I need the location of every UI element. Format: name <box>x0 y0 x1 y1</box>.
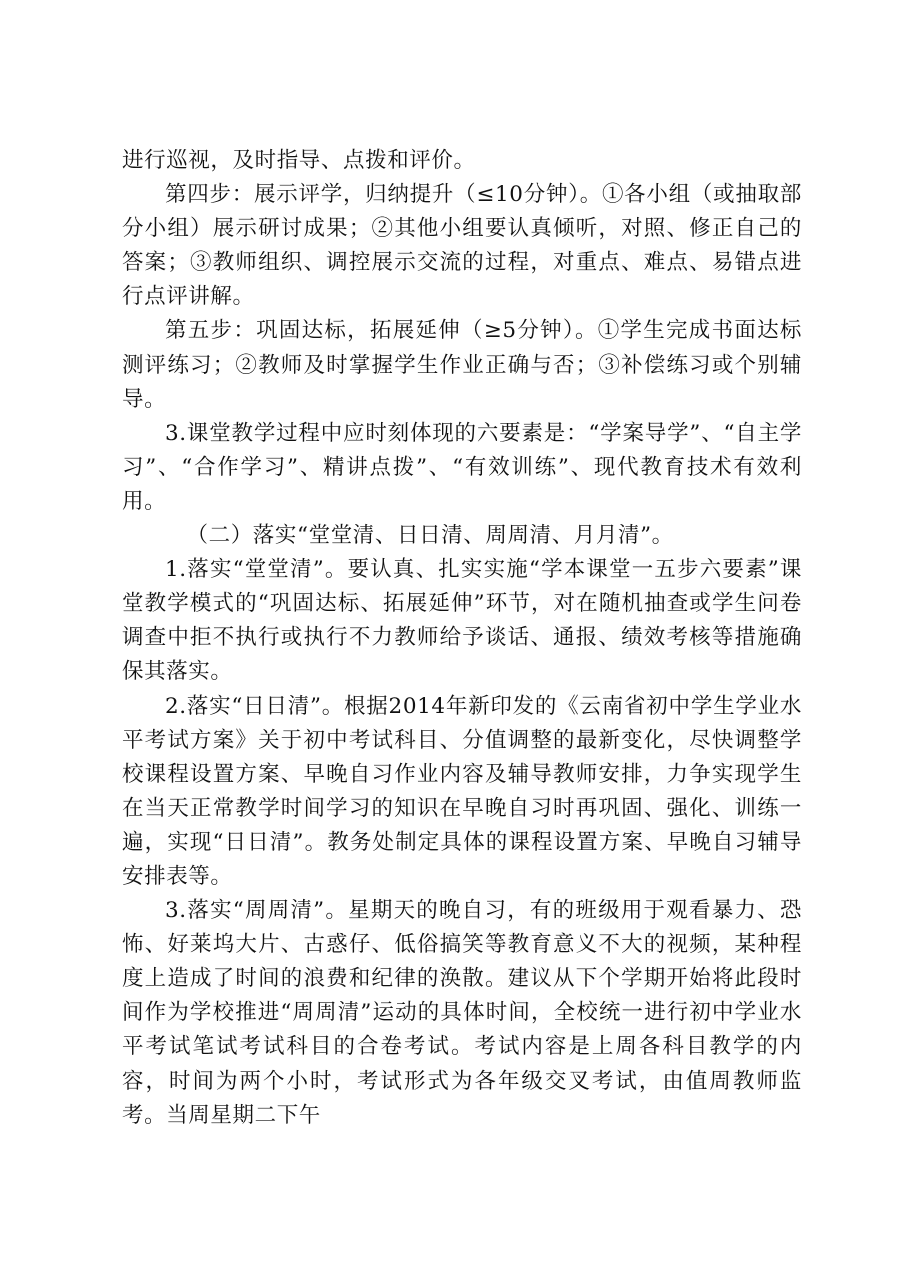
paragraph-step-five: 第五步：巩固达标，拓展延伸（≥5分钟）。①学生完成书面达标测评练习；②教师及时掌握学生作业正确与否；③补偿练习或个别辅导。 <box>122 318 802 412</box>
paragraph-ririqing: 2.落实“日日清”。根据2014年新印发的《云南省初中学生学业水平考试方案》关于初中考试科目、分值调整的最新变化，尽快调整学校课程设置方案、早晚自习作业内容及辅导教师安排，力争实现学生在当天正常教学时间学习的知识在早晚自习时再巩固、强化、训练一遍，实现“日日清”。教务处制定具体的课程设置方案、早晚自习辅导安排表等。 <box>122 693 802 889</box>
paragraph-zhouzhouqing: 3.落实“周周清”。星期天的晚自习，有的班级用于观看暴力、恐怖、好莱坞大片、古惑仔、低俗搞笑等教育意义不大的视频，某种程度上造成了时间的浪费和纪律的涣散。建议从下个学期开始将此段时间作为学校推进“周周清”运动的具体时间，全校统一进行初中学业水平考试笔试考试科目的合卷考试。考试内容是上周各科目教学的内容，时间为两个小时，考试形式为各年级交叉考试，由值周教师监考。当周星期二下午 <box>122 898 802 1128</box>
section-heading-implement: （二）落实“堂堂清、日日清、周周清、月月清”。 <box>186 523 674 549</box>
document-body <box>122 144 802 1133</box>
paragraph-six-elements: 3.课堂教学过程中应时刻体现的六要素是：“学案导学”、“自主学习”、“合作学习”、精讲点拨”、“有效训练”、现代教育技术有效利用。 <box>122 420 802 514</box>
paragraph-continuation: 进行巡视，及时指导、点拨和评价。 <box>122 148 476 173</box>
paragraph-tangtangqing: 1.落实“堂堂清”。要认真、扎实实施“学本课堂一五步六要素”课堂教学模式的“巩固达标、拓展延伸”环节，对在随机抽查或学生问卷调查中拒不执行或执行不力教师给予谈话、通报、绩效考核等措施确保其落实。 <box>122 557 802 685</box>
paragraph-step-four: 第四步：展示评学，归纳提升（≤10分钟）。①各小组（或抽取部分小组）展示研讨成果；②其他小组要认真倾听，对照、修正自己的答案；③教师组织、调控展示交流的过程，对重点、难点、易错点进行点评讲解。 <box>122 182 802 310</box>
